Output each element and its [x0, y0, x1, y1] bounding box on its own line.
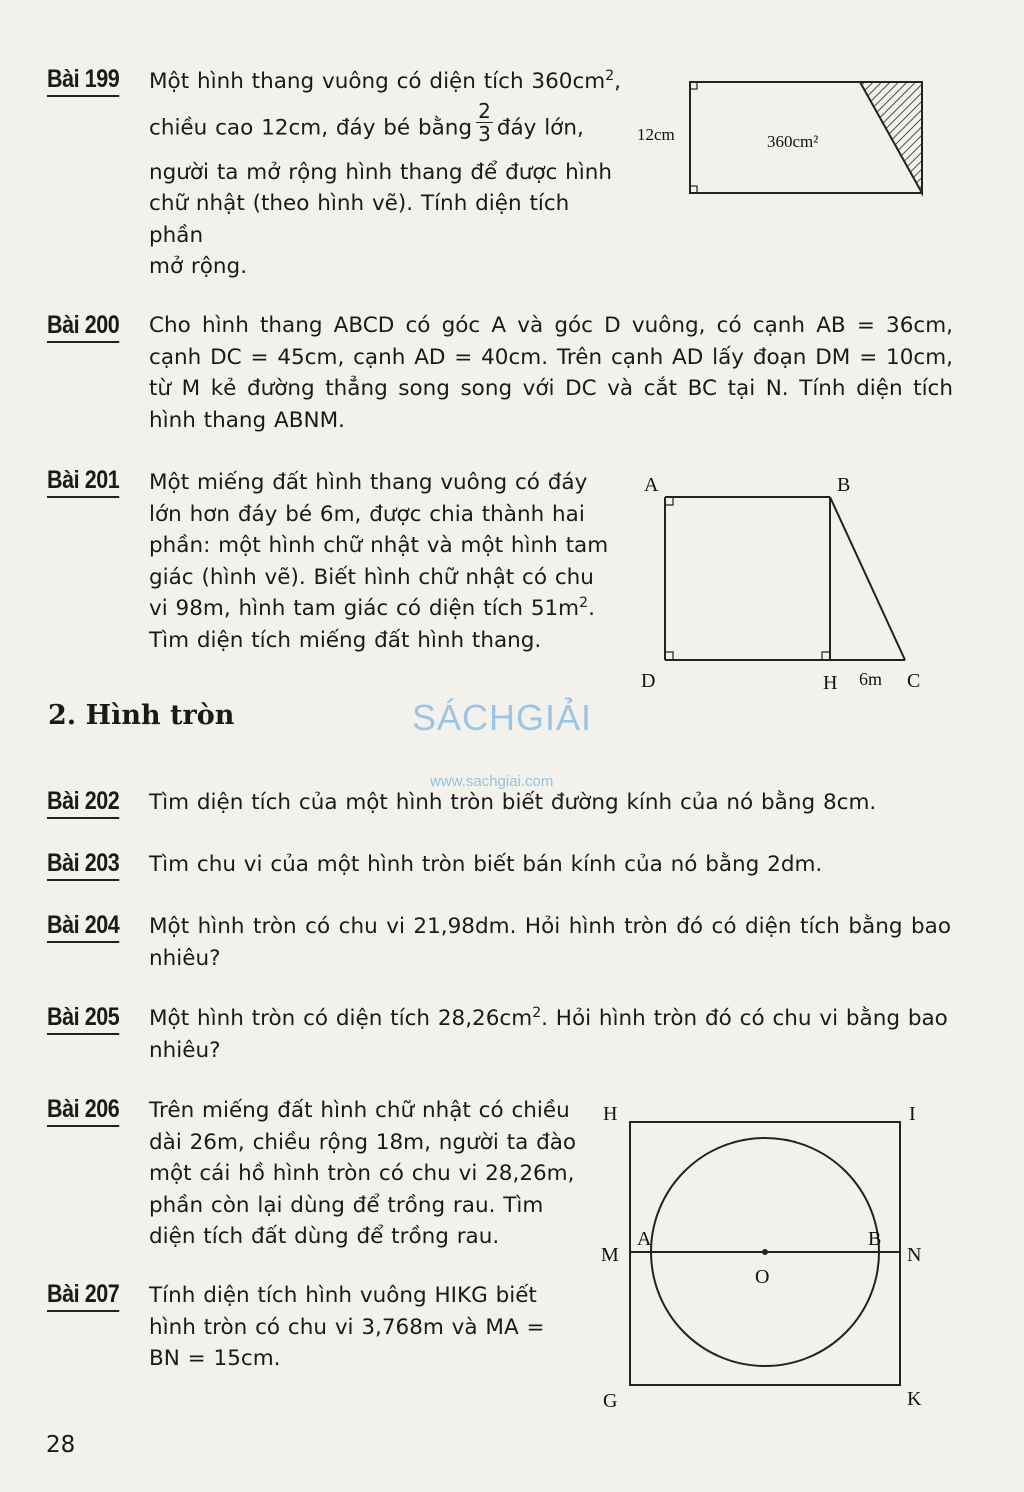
vertex-I: I	[909, 1103, 916, 1125]
problem-200-text: Cho hình thang ABCD có góc A và góc D vuông, có cạnh AB = 36cm, cạnh DC = 45cm, cạnh AD = 40cm. Trên cạnh AD lấy đoạn DM = 10cm, từ M kẻ đường thẳng song song với DC và cắt BC tại N. Tính diện tích hình thang ABNM.	[149, 313, 953, 433]
figure-199-trapezoid	[630, 70, 940, 205]
segment-6m-label: 6m	[859, 669, 883, 689]
page-number: 28	[46, 1432, 76, 1458]
problem-206-label: Bài 206	[47, 1094, 119, 1127]
point-N: N	[907, 1244, 922, 1266]
vertex-H: H	[823, 672, 838, 694]
vertex-K: K	[907, 1388, 922, 1410]
watermark-url: www.sachgiai.com	[430, 773, 554, 790]
watermark-logo: SÁCHGIẢI	[412, 697, 593, 738]
problem-202-text: Tìm diện tích của một hình tròn biết đường kính của nó bằng 8cm.	[149, 790, 877, 815]
problem-205-text: Một hình tròn có diện tích $28,26cm^2$. Hỏi hình tròn đó có chu vi bằng bao nhiêu?	[149, 1004, 948, 1063]
problem-204-text: Một hình tròn có chu vi 21,98dm. Hỏi hình tròn đó có diện tích bằng bao nhiêu?	[149, 914, 951, 971]
problem-203-label: Bài 203	[47, 848, 119, 881]
problem-207-text: Tính diện tích hình vuông HIKG biết hình tròn có chu vi 3,768m và MA = BN = 15cm.	[149, 1283, 545, 1371]
point-A: A	[637, 1228, 652, 1250]
figure-207-square-circle	[595, 1095, 935, 1415]
point-M: M	[601, 1244, 619, 1266]
area-label: 360cm²	[767, 132, 819, 151]
problem-206-text: Trên miếng đất hình chữ nhật có chiều dài 26m, chiều rộng 18m, người ta đào một cái hồ hình tròn có chu vi 28,26m, phần còn lại dùng để trồng rau. Tìm diện tích đất dùng để trồng rau.	[149, 1098, 577, 1249]
point-B: B	[868, 1228, 882, 1250]
problem-207-label: Bài 207	[47, 1279, 119, 1312]
vertex-G: G	[603, 1390, 618, 1412]
problem-201-text: Một miếng đất hình thang vuông có đáy lớn hơn đáy bé 6m, được chia thành hai phần: một hình chữ nhật và một hình tam giác (hình vẽ). Biết hình chữ nhật có chu vi 98m, hình tam giác có diện tích $51m^2$. Tìm diện tích miếng đất hình thang.	[149, 470, 609, 653]
fraction-two-thirds: $\frac{2}{3}$	[478, 98, 491, 146]
figure-201-trapezoid	[630, 465, 940, 695]
problem-199-text: Một hình thang vuông có diện tích $360cm^2$, chiều cao 12cm, đáy bé bằng $\frac{2}{3}$ đáy lớn, người ta mở rộng hình thang để được hình chữ nhật (theo hình vẽ). Tính diện tích phần mở rộng.	[149, 67, 621, 279]
vertex-C: C	[907, 670, 921, 692]
problem-200-label: Bài 200	[47, 310, 119, 343]
vertex-A: A	[644, 474, 659, 496]
problem-201-label: Bài 201	[47, 465, 119, 498]
problem-204-label: Bài 204	[47, 910, 119, 943]
vertex-B: B	[837, 474, 851, 496]
problem-199-label: Bài 199	[47, 64, 119, 97]
height-label: 12cm	[637, 125, 675, 144]
vertex-H: H	[603, 1103, 618, 1125]
problem-202-label: Bài 202	[47, 786, 119, 819]
hatched-extension	[860, 82, 922, 193]
problem-203-text: Tìm chu vi của một hình tròn biết bán kính của nó bằng 2dm.	[149, 852, 823, 877]
center-O: O	[755, 1266, 770, 1288]
problem-205-label: Bài 205	[47, 1002, 119, 1035]
vertex-D: D	[641, 670, 656, 692]
section-title: 2. Hình tròn	[48, 700, 235, 731]
